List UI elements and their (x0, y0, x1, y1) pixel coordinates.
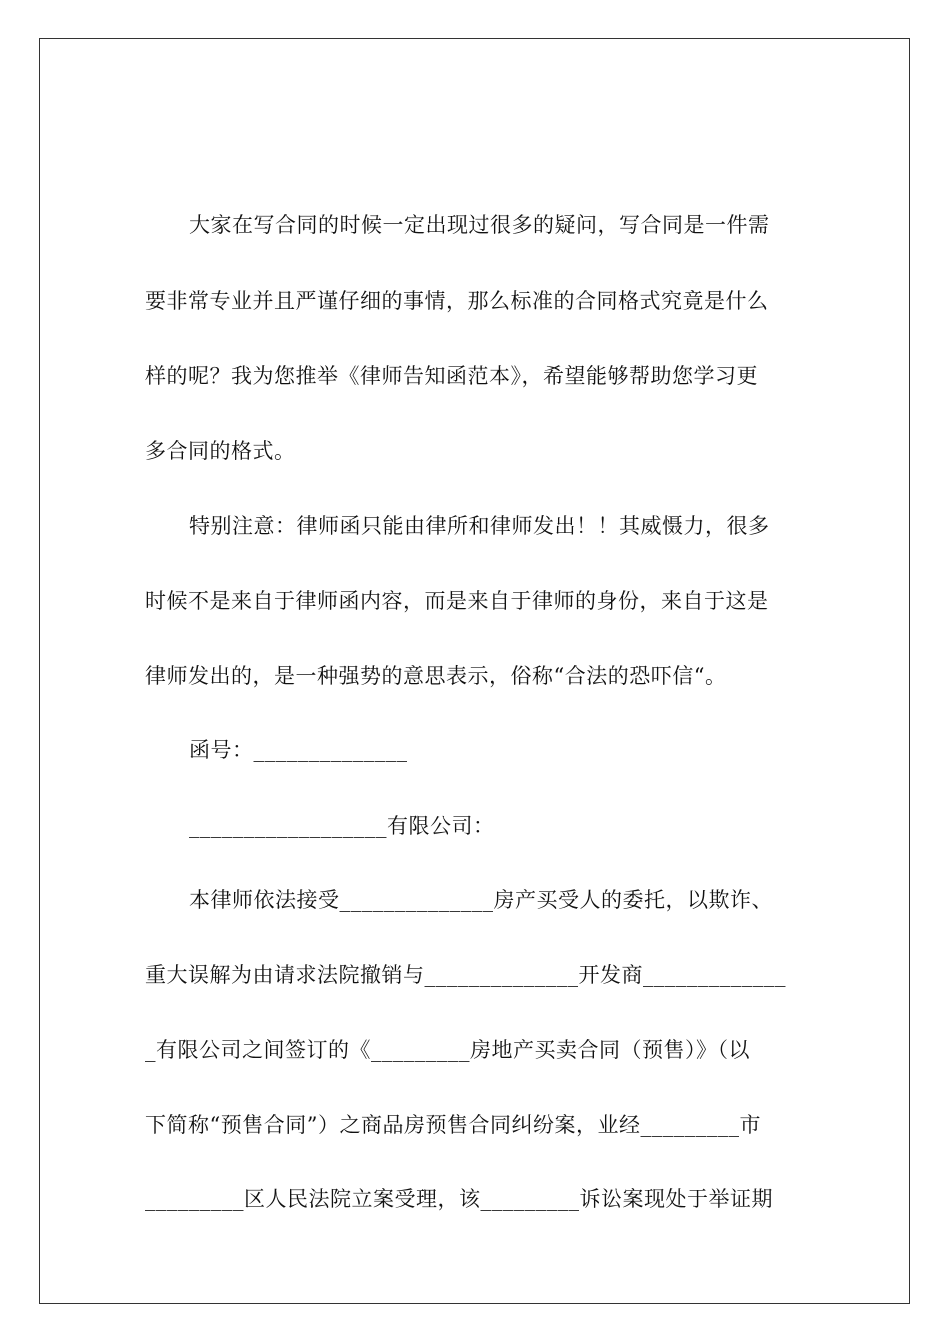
paragraph-3-line-2: 重大误解为由请求法院撤销与______________开发商_____________ (145, 963, 786, 987)
paragraph-1-line-4: 多合同的格式。 (145, 439, 296, 463)
paragraph-2-line-3: 律师发出的，是一种强势的意思表示，俗称“合法的恐吓信“。 (145, 664, 727, 688)
paragraph-3-line-4: 下简称“预售合同”）之商品房预售合同纠纷案，业经_________市 (145, 1113, 761, 1137)
paragraph-3-line-1: 本律师依法接受______________房产买受人的委托，以欺诈、 (189, 888, 773, 912)
recipient-company-line: __________________有限公司： (189, 814, 495, 838)
letter-number-line: 函号：______________ (189, 738, 408, 762)
paragraph-2-line-1: 特别注意：律师函只能由律所和律师发出！！其威慑力，很多 (189, 514, 770, 538)
paragraph-2-line-2: 时候不是来自于律师函内容，而是来自于律师的身份，来自于这是 (145, 589, 769, 613)
paragraph-1-line-1: 大家在写合同的时候一定出现过很多的疑问，写合同是一件需 (189, 213, 770, 237)
paragraph-1-line-2: 要非常专业并且严谨仔细的事情，那么标准的合同格式究竟是什么 (145, 289, 769, 313)
paragraph-3-line-5: _________区人民法院立案受理，该_________诉讼案现处于举证期 (145, 1187, 773, 1211)
paragraph-3-line-3: _有限公司之间签订的《_________房地产买卖合同（预售）》（以 (145, 1038, 750, 1062)
paragraph-1-line-3: 样的呢？我为您推举《律师告知函范本》，希望能够帮助您学习更 (145, 364, 758, 388)
